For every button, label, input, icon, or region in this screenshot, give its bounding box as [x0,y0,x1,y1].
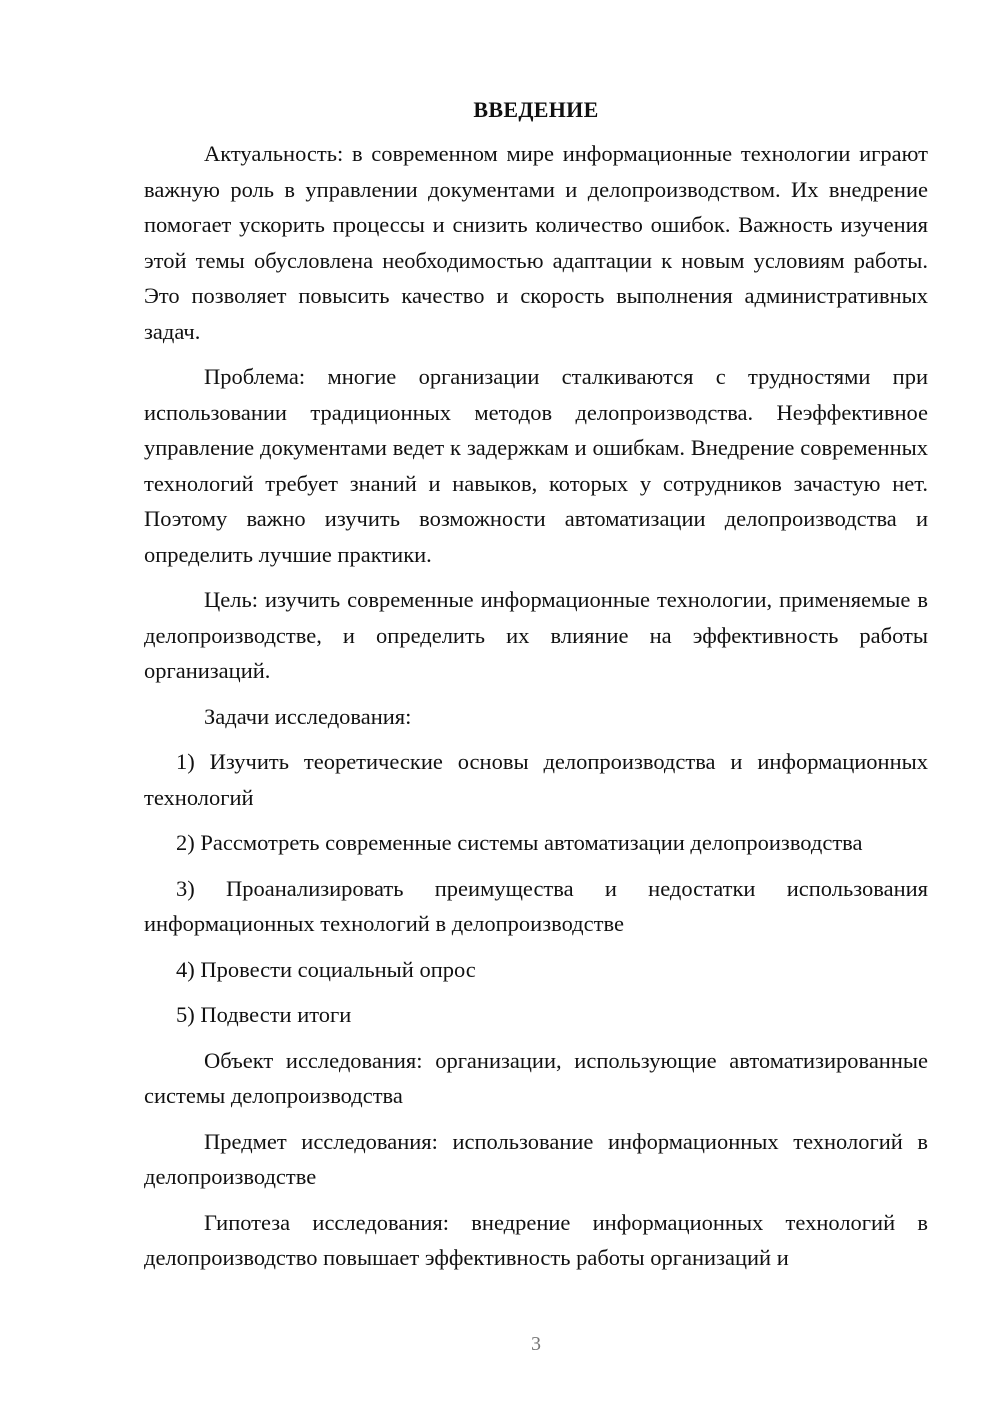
paragraph-problem: Проблема: многие организации сталкиваются с трудностями при использовании традиционных методов делопроизводства. Неэффективное управление документами ведет к задержкам и ошибкам. Внедрение современных технологий требует знаний и навыков, которых у сотрудников зачастую нет. Поэтому важно изучить возможности автоматизации делопроизводства и определить лучшие практики. [144,364,928,567]
task-item-1: 1) Изучить теоретические основы делопроизводства и информационных технологий [144,749,928,810]
task-item-2: 2) Рассмотреть современные системы автоматизации делопроизводства [176,830,863,855]
task-item-3: 3) Проанализировать преимущества и недостатки использования информационных технологий в делопроизводстве [144,875,928,936]
tasks-list [144,744,928,1033]
paragraph-relevance: Актуальность: в современном мире информационные технологии играют важную роль в управлении документами и делопроизводством. Их внедрение помогает ускорить процессы и снизить количество ошибок. Важность изучения этой темы обусловлена необходимостью адаптации к новым условиям работы. Это позволяет повысить качество и скорость выполнения административных задач. [144,141,928,344]
task-item-5: 5) Подвести итоги [176,1002,352,1027]
tasks-heading: Задачи исследования: [204,703,412,729]
paragraph-subject: Предмет исследования: использование информационных технологий в делопроизводстве [144,1128,928,1189]
paragraph-hypothesis: Гипотеза исследования: внедрение информационных технологий в делопроизводство повышает эффективность работы организаций и [144,1209,928,1270]
paragraph-object: Объект исследования: организации, использующие автоматизированные системы делопроизводства [144,1047,928,1108]
section-title: ВВЕДЕНИЕ [473,97,599,122]
page-number: 3 [531,1333,541,1355]
task-item-4: 4) Провести социальный опрос [176,956,476,982]
page-content [144,92,928,1286]
paragraph-goal: Цель: изучить современные информационные технологии, применяемые в делопроизводстве, и определить их влияние на эффективность работы организаций. [144,587,928,683]
